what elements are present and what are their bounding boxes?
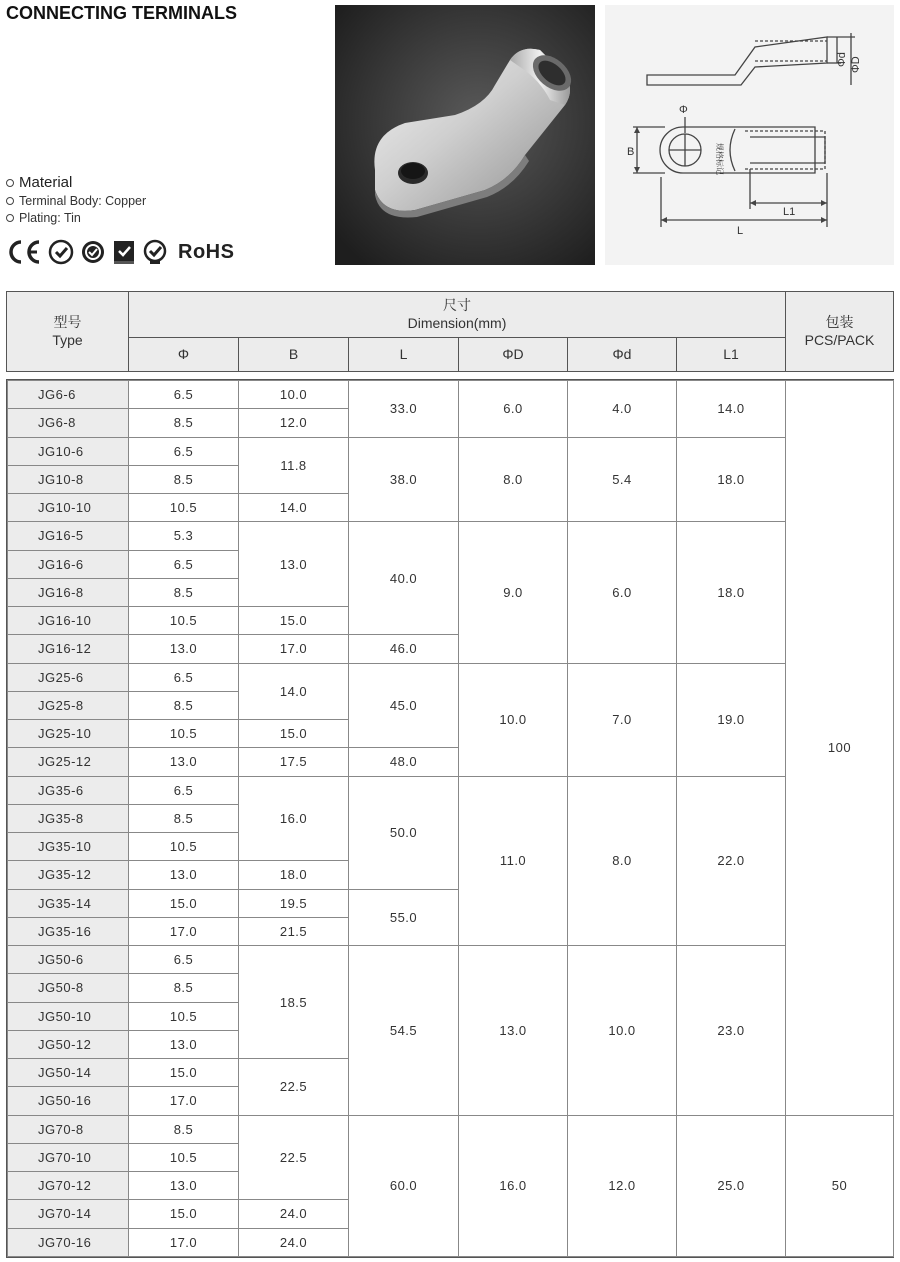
product-photo [335, 5, 595, 265]
phi-cell: 10.5 [129, 607, 239, 635]
type-cell: JG25-12 [8, 748, 129, 776]
dim-label-b: B [627, 146, 635, 158]
material-item [6, 194, 146, 208]
phi-cell: 8.5 [129, 409, 239, 437]
header-type [7, 292, 128, 371]
l1-cell: 19.0 [677, 663, 786, 776]
type-cell: JG50-14 [8, 1059, 129, 1087]
l-cell: 40.0 [349, 522, 459, 635]
type-cell: JG50-6 [8, 946, 129, 974]
bullet-icon [6, 214, 14, 222]
table-row [8, 663, 894, 691]
l1-cell: 18.0 [677, 522, 786, 663]
bullet-icon [6, 179, 14, 187]
ce-mark-icon [6, 239, 42, 265]
bullet-icon [6, 197, 14, 205]
header-dimension-cn: 尺寸 [443, 297, 471, 313]
b-cell: 10.0 [239, 381, 349, 409]
phi-cell: 6.5 [129, 946, 239, 974]
type-cell: JG35-14 [8, 889, 129, 917]
l1-cell: 22.0 [677, 776, 786, 946]
table-row [8, 776, 894, 804]
terminal-photo-graphic [335, 5, 595, 265]
phi-cell: 13.0 [129, 1172, 239, 1200]
material-list [6, 174, 146, 228]
table-row [8, 381, 894, 409]
header-pack [786, 292, 893, 371]
ccc-mark-icon [48, 239, 74, 265]
phi-cell: 13.0 [129, 748, 239, 776]
phi-cell: 8.5 [129, 804, 239, 832]
l1-cell: 18.0 [677, 437, 786, 522]
header-col-l1: L1 [723, 345, 739, 362]
phi-cell: 6.5 [129, 437, 239, 465]
material-item [6, 211, 146, 225]
rohs-mark: RoHS [178, 240, 235, 263]
type-cell: JG70-12 [8, 1172, 129, 1200]
l-cell: 33.0 [349, 381, 459, 438]
b-cell: 18.5 [239, 946, 349, 1059]
phi-cell: 6.5 [129, 550, 239, 578]
phi-cell: 17.0 [129, 917, 239, 945]
phi-cell: 13.0 [129, 861, 239, 889]
b-cell: 21.5 [239, 917, 349, 945]
type-cell: JG16-8 [8, 578, 129, 606]
phi-cell: 15.0 [129, 889, 239, 917]
phi-cell: 10.5 [129, 833, 239, 861]
type-cell: JG16-5 [8, 522, 129, 550]
pack-cell: 100 [786, 381, 894, 1116]
header-dimension [129, 292, 785, 337]
material-heading [6, 174, 146, 191]
l-cell: 55.0 [349, 889, 459, 946]
phi-cell: 6.5 [129, 663, 239, 691]
b-cell: 15.0 [239, 607, 349, 635]
type-cell: JG35-12 [8, 861, 129, 889]
spec-table [7, 380, 894, 1257]
dim-label-phid: Φd [836, 52, 848, 67]
phi-cell: 17.0 [129, 1228, 239, 1257]
phi-cell: 10.5 [129, 720, 239, 748]
b-cell: 14.0 [239, 663, 349, 720]
b-cell: 24.0 [239, 1228, 349, 1257]
type-cell: JG10-8 [8, 465, 129, 493]
type-cell: JG6-6 [8, 381, 129, 409]
header-type-en: Type [52, 331, 83, 348]
l1-cell: 23.0 [677, 946, 786, 1116]
l-cell: 54.5 [349, 946, 459, 1116]
outer-diameter-cell: 16.0 [459, 1115, 568, 1257]
phi-cell: 8.5 [129, 1115, 239, 1143]
dimension-diagram [605, 5, 894, 265]
header-type-cn: 型号 [53, 314, 82, 330]
spec-table-container [6, 379, 894, 1258]
b-cell: 22.5 [239, 1115, 349, 1200]
table-header [6, 291, 894, 372]
phi-cell: 13.0 [129, 1030, 239, 1058]
phi-cell: 15.0 [129, 1059, 239, 1087]
l-cell: 46.0 [349, 635, 459, 663]
b-cell: 14.0 [239, 494, 349, 522]
inner-diameter-cell: 4.0 [568, 381, 677, 438]
dim-label-phi: Φ [679, 104, 688, 116]
header-col-b: B [288, 345, 299, 362]
inner-diameter-cell: 10.0 [568, 946, 677, 1116]
type-cell: JG25-10 [8, 720, 129, 748]
type-cell: JG16-6 [8, 550, 129, 578]
phi-cell: 6.5 [129, 776, 239, 804]
page-title: CONNECTING TERMINALS [6, 3, 237, 23]
outer-diameter-cell: 9.0 [459, 522, 568, 663]
inner-diameter-cell: 5.4 [568, 437, 677, 522]
type-cell: JG16-10 [8, 607, 129, 635]
phi-cell: 5.3 [129, 522, 239, 550]
b-cell: 13.0 [239, 522, 349, 607]
type-cell: JG70-16 [8, 1228, 129, 1257]
phi-cell: 13.0 [129, 635, 239, 663]
outer-diameter-cell: 6.0 [459, 381, 568, 438]
phi-cell: 8.5 [129, 691, 239, 719]
b-cell: 17.5 [239, 748, 349, 776]
type-cell: JG10-6 [8, 437, 129, 465]
dim-label-l: L [737, 225, 744, 237]
header-pack-cn: 包装 [825, 314, 854, 330]
outer-diameter-cell: 11.0 [459, 776, 568, 946]
b-cell: 24.0 [239, 1200, 349, 1228]
phi-cell: 8.5 [129, 974, 239, 1002]
phi-cell: 15.0 [129, 1200, 239, 1228]
sgs-mark-icon [142, 239, 168, 265]
type-cell: JG16-12 [8, 635, 129, 663]
type-cell: JG25-6 [8, 663, 129, 691]
type-cell: JG35-6 [8, 776, 129, 804]
dim-label-phiD: ΦD [850, 56, 862, 73]
l-cell: 60.0 [349, 1115, 459, 1257]
quality-mark-icon [80, 239, 106, 265]
certification-marks [6, 238, 234, 266]
outer-diameter-cell: 8.0 [459, 437, 568, 522]
b-cell: 17.0 [239, 635, 349, 663]
pack-cell: 50 [786, 1115, 894, 1257]
type-cell: JG35-16 [8, 917, 129, 945]
type-cell: JG10-10 [8, 494, 129, 522]
phi-cell: 10.5 [129, 1143, 239, 1171]
material-heading-text: Material [19, 174, 73, 191]
outer-diameter-cell: 13.0 [459, 946, 568, 1116]
type-cell: JG70-10 [8, 1143, 129, 1171]
type-cell: JG70-8 [8, 1115, 129, 1143]
table-row [8, 1115, 894, 1143]
type-cell: JG50-10 [8, 1002, 129, 1030]
inner-diameter-cell: 8.0 [568, 776, 677, 946]
header-dimension-en: Dimension(mm) [407, 314, 507, 331]
header-col-l: L [399, 345, 408, 362]
phi-cell: 10.5 [129, 494, 239, 522]
phi-cell: 6.5 [129, 381, 239, 409]
cqc-mark-icon [112, 239, 136, 265]
type-cell: JG25-8 [8, 691, 129, 719]
inner-diameter-cell: 7.0 [568, 663, 677, 776]
material-item-text: Terminal Body: Copper [19, 194, 147, 208]
inner-diameter-cell: 12.0 [568, 1115, 677, 1257]
header-col-phid-inner: Φd [612, 345, 632, 362]
phi-cell: 8.5 [129, 578, 239, 606]
phi-cell: 10.5 [129, 1002, 239, 1030]
outer-diameter-cell: 10.0 [459, 663, 568, 776]
header-col-phid-outer: ΦD [502, 345, 524, 362]
table-row [8, 437, 894, 465]
phi-cell: 8.5 [129, 465, 239, 493]
l1-cell: 14.0 [677, 381, 786, 438]
terminal-drawing [605, 5, 894, 265]
inner-diameter-cell: 6.0 [568, 522, 677, 663]
b-cell: 15.0 [239, 720, 349, 748]
material-item-text: Plating: Tin [19, 211, 81, 225]
diagram-stamp: 规格标记 [715, 143, 724, 175]
b-cell: 12.0 [239, 409, 349, 437]
l-cell: 45.0 [349, 663, 459, 748]
type-cell: JG35-10 [8, 833, 129, 861]
b-cell: 18.0 [239, 861, 349, 889]
table-row [8, 946, 894, 974]
b-cell: 19.5 [239, 889, 349, 917]
table-row [8, 522, 894, 550]
l-cell: 38.0 [349, 437, 459, 522]
header-col-phi: Φ [177, 345, 190, 362]
l-cell: 48.0 [349, 748, 459, 776]
phi-cell: 17.0 [129, 1087, 239, 1115]
type-cell: JG50-16 [8, 1087, 129, 1115]
type-cell: JG6-8 [8, 409, 129, 437]
type-cell: JG35-8 [8, 804, 129, 832]
l-cell: 50.0 [349, 776, 459, 889]
dim-label-l1: L1 [783, 206, 796, 218]
b-cell: 22.5 [239, 1059, 349, 1116]
l1-cell: 25.0 [677, 1115, 786, 1257]
type-cell: JG50-8 [8, 974, 129, 1002]
type-cell: JG50-12 [8, 1030, 129, 1058]
type-cell: JG70-14 [8, 1200, 129, 1228]
header-pack-en: PCS/PACK [804, 331, 875, 348]
b-cell: 16.0 [239, 776, 349, 861]
b-cell: 11.8 [239, 437, 349, 494]
